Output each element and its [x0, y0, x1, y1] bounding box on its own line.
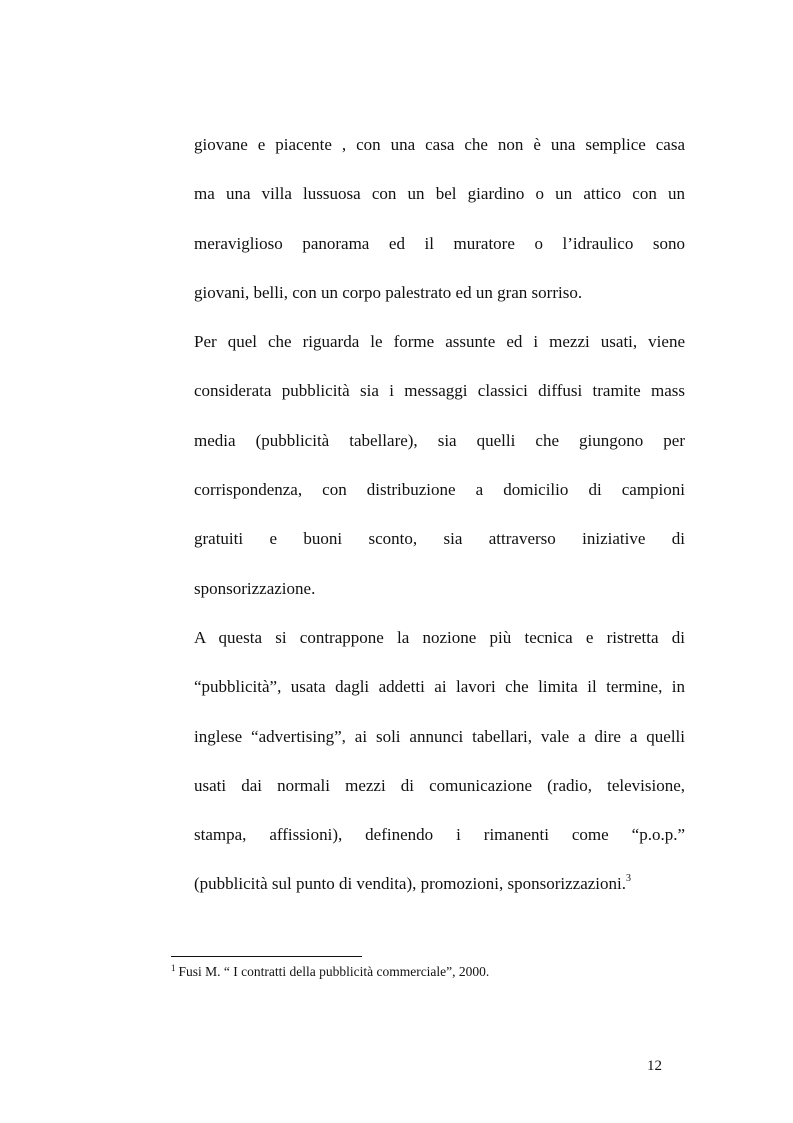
text-line: media (pubblicità tabellare), sia quelli che giungono per	[194, 430, 685, 450]
footnote-mark: 1	[171, 963, 176, 973]
footnote-text: Fusi M. “ I contratti della pubblicità commerciale”, 2000.	[178, 964, 490, 979]
text-line: ma una villa lussuosa con un bel giardino o un attico con un	[194, 184, 685, 204]
footnote	[171, 962, 691, 982]
text-line: meraviglioso panorama ed il muratore o l’idraulico sono	[194, 233, 685, 253]
text-line: giovani, belli, con un corpo palestrato ed un gran sorriso.	[194, 282, 583, 302]
text-line: sponsorizzazione.	[194, 578, 316, 598]
text-line: corrispondenza, con distribuzione a domicilio di campioni	[194, 480, 685, 500]
text-line: “pubblicità”, usata dagli addetti ai lavori che limita il termine, in	[194, 677, 685, 697]
page-number: 12	[647, 1058, 662, 1074]
footnote-reference[interactable]: 3	[626, 873, 631, 885]
text-line: gratuiti e buoni sconto, sia attraverso iniziative di	[194, 529, 685, 549]
text-line: usati dai normali mezzi di comunicazione (radio, televisione,	[194, 775, 685, 795]
text-line: Per quel che riguarda le forme assunte ed i mezzi usati, viene	[194, 332, 685, 352]
body-text	[194, 120, 685, 909]
text-line: stampa, affissioni), definendo i rimanenti come “p.o.p.”	[194, 825, 685, 845]
text-line: giovane e piacente , con una casa che non è una semplice casa	[194, 135, 685, 154]
text-line: A questa si contrappone la nozione più tecnica e ristretta di	[194, 627, 685, 647]
text-line: inglese “advertising”, ai soli annunci tabellari, vale a dire a quelli	[194, 726, 685, 746]
text-line-last	[194, 859, 685, 908]
footnote-separator	[171, 956, 362, 957]
text-line: considerata pubblicità sia i messaggi classici diffusi tramite mass	[194, 381, 685, 401]
text-line-content: (pubblicità sul punto di vendita), promozioni, sponsorizzazioni.	[194, 874, 626, 894]
